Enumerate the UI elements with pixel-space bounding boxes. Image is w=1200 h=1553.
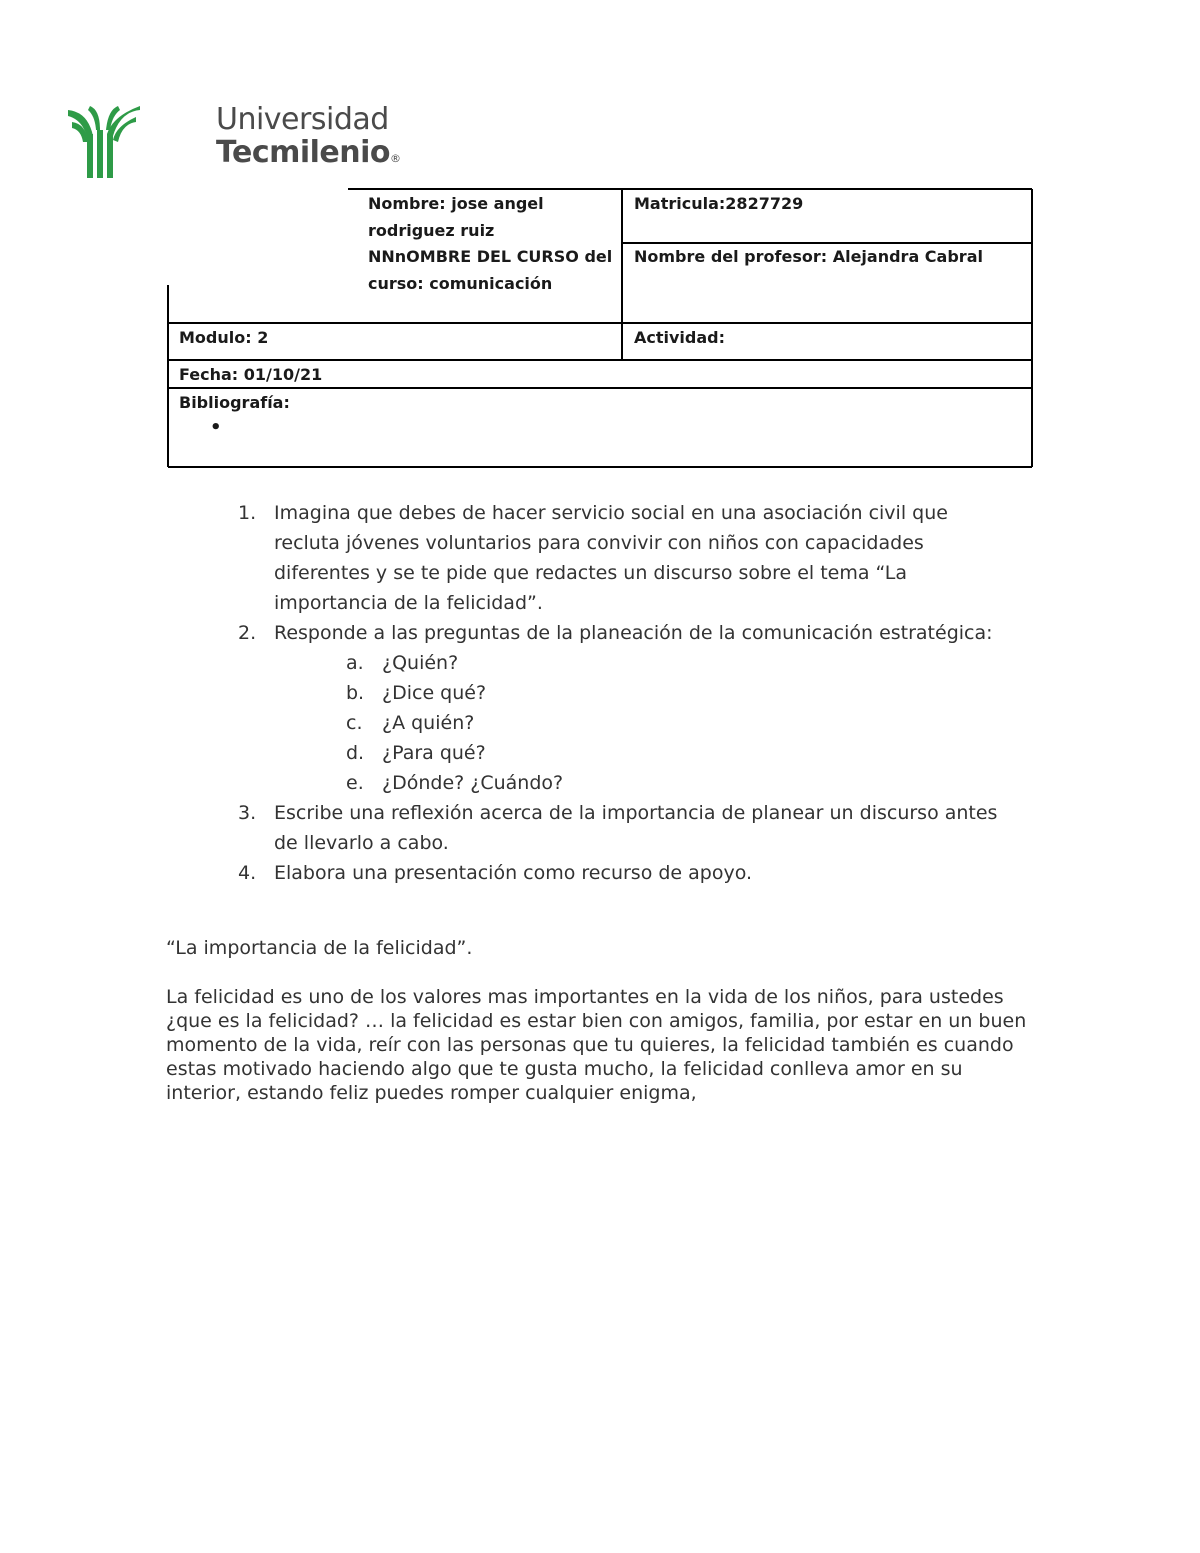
- enrollment-cell: Matricula:2827729: [634, 194, 804, 213]
- logo-wordmark: [216, 104, 401, 176]
- task-text: Escribe una reflexión acerca de la importancia de planear un discurso antes de llevarlo a cabo.: [274, 802, 998, 854]
- subquestion-list: [274, 648, 1018, 798]
- task-list: [228, 498, 1018, 888]
- task-number: 3.: [238, 802, 257, 824]
- logo-tecmilenio-text: Tecmilenio: [216, 135, 391, 170]
- subquestion-text: ¿Dónde? ¿Cuándo?: [382, 772, 564, 794]
- task-item: [228, 858, 1018, 888]
- module-cell: Modulo: 2: [179, 328, 269, 347]
- registered-mark: ®: [390, 152, 401, 165]
- date-cell: Fecha: 01/10/21: [179, 365, 323, 384]
- subquestion-text: ¿Para qué?: [382, 742, 486, 764]
- essay-body: La felicidad es uno de los valores mas importantes en la vida de los niños, para ustedes ¿que es la felicidad? … la felicidad es estar bien con amigos, familia, por estar en un buen momento de la vida, reír con las personas que tu quieres, la felicidad también es cuando estas motivado haciendo algo que te gusta mucho, la felicidad conlleva amor en su interior, estando feliz puedes romper cualquier enigma,: [166, 986, 1027, 1104]
- subquestion-text: ¿Dice qué?: [382, 682, 487, 704]
- task-number: 2.: [238, 622, 257, 644]
- course-name-cell: NNnOMBRE DEL CURSO del curso: comunicación: [368, 247, 613, 293]
- task-item: [228, 618, 1018, 798]
- subquestion-letter: d.: [346, 742, 365, 764]
- student-name-cell: Nombre: jose angel rodriguez ruiz: [368, 194, 544, 240]
- task-text: Responde a las preguntas de la planeación de la comunicación estratégica:: [274, 622, 993, 644]
- subquestion-letter: c.: [346, 712, 363, 734]
- activity-cell: Actividad:: [634, 328, 726, 347]
- subquestion-text: ¿Quién?: [382, 652, 459, 674]
- subquestion-letter: a.: [346, 652, 364, 674]
- essay-title: “La importancia de la felicidad”.: [166, 937, 473, 959]
- subquestion-text: ¿A quién?: [382, 712, 475, 734]
- professor-cell: Nombre del profesor: Alejandra Cabral: [634, 247, 983, 266]
- task-item: [228, 498, 1018, 618]
- task-item: [228, 798, 1018, 858]
- logo-line-tecmilenio: [216, 136, 401, 176]
- task-number: 4.: [238, 862, 257, 884]
- university-logo: [66, 102, 401, 184]
- subquestion-item: [274, 768, 1018, 798]
- subquestion-item: [274, 708, 1018, 738]
- subquestion-item: [274, 738, 1018, 768]
- task-number: 1.: [238, 502, 257, 524]
- task-text: Elabora una presentación como recurso de apoyo.: [274, 862, 753, 884]
- subquestion-item: [274, 648, 1018, 678]
- bibliography-bullet: •: [210, 417, 222, 438]
- bibliography-cell: Bibliografía:: [179, 393, 290, 412]
- subquestion-item: [274, 678, 1018, 708]
- logo-line-universidad: Universidad: [216, 102, 389, 137]
- subquestion-letter: b.: [346, 682, 365, 704]
- subquestion-letter: e.: [346, 772, 364, 794]
- task-text: Imagina que debes de hacer servicio social en una asociación civil que recluta jóvenes voluntarios para convivir con niños con capacidades diferentes y se te pide que redactes un discurso sobre el tema “La importancia de la felicidad”.: [274, 502, 948, 614]
- tecmilenio-leaf-icon: [66, 104, 142, 180]
